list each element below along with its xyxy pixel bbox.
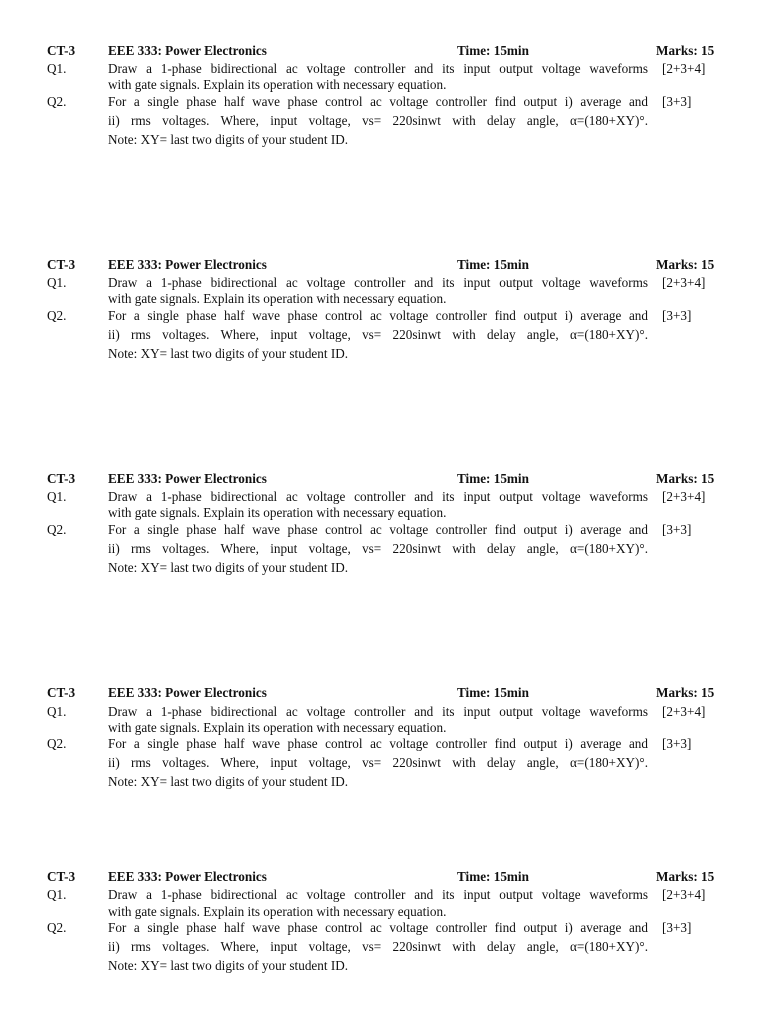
class-test-code: CT-3 [47,471,76,486]
total-marks: Marks: 15 [656,685,715,700]
class-test-code: CT-3 [47,257,76,272]
q2-label: Q2. [47,920,67,935]
q1-text-line-2: with gate signals. Explain its operation with necessary equation. [108,77,447,92]
note-text: Note: XY= last two digits of your student ID. [108,774,349,789]
question-block-3 [0,471,768,591]
total-marks: Marks: 15 [656,43,715,58]
q1-text-line-2: with gate signals. Explain its operation with necessary equation. [108,904,447,919]
q1-text-line-2: with gate signals. Explain its operation with necessary equation. [108,291,447,306]
q1-text-line-1: Draw a 1-phase bidirectional ac voltage controller and its input output voltage waveforms [108,275,648,290]
q1-text-line-1: Draw a 1-phase bidirectional ac voltage controller and its input output voltage waveforms [108,704,648,719]
q2-points: [3+3] [662,94,692,109]
note-text: Note: XY= last two digits of your student ID. [108,958,349,973]
course-title: EEE 333: Power Electronics [108,471,267,486]
q2-label: Q2. [47,308,67,323]
q1-text-line-1: Draw a 1-phase bidirectional ac voltage controller and its input output voltage waveforms [108,61,648,76]
note-text: Note: XY= last two digits of your student ID. [108,132,349,147]
q2-text-line-2: ii) rms voltages. Where, input voltage, vs= 220sinwt with delay angle, α=(180+XY)°. [108,541,648,556]
question-block-4 [0,685,768,805]
class-test-code: CT-3 [47,869,76,884]
q1-points: [2+3+4] [662,704,706,719]
course-title: EEE 333: Power Electronics [108,869,267,884]
q2-text-line-1: For a single phase half wave phase control ac voltage controller find output i) average and [108,920,648,935]
q2-points: [3+3] [662,920,692,935]
note-text: Note: XY= last two digits of your student ID. [108,560,349,575]
time-limit: Time: 15min [457,257,529,272]
time-limit: Time: 15min [457,869,529,884]
q2-text-line-2: ii) rms voltages. Where, input voltage, vs= 220sinwt with delay angle, α=(180+XY)°. [108,327,648,342]
q1-points: [2+3+4] [662,489,706,504]
q2-text-line-1: For a single phase half wave phase control ac voltage controller find output i) average and [108,522,648,537]
course-title: EEE 333: Power Electronics [108,43,267,58]
q2-points: [3+3] [662,308,692,323]
total-marks: Marks: 15 [656,257,715,272]
note-text: Note: XY= last two digits of your student ID. [108,346,349,361]
q1-label: Q1. [47,275,67,290]
time-limit: Time: 15min [457,43,529,58]
q2-points: [3+3] [662,736,692,751]
q2-text-line-2: ii) rms voltages. Where, input voltage, vs= 220sinwt with delay angle, α=(180+XY)°. [108,113,648,128]
q1-points: [2+3+4] [662,61,706,76]
question-block-5 [0,869,768,989]
q1-label: Q1. [47,489,67,504]
q1-label: Q1. [47,887,67,902]
question-block-2 [0,257,768,377]
time-limit: Time: 15min [457,471,529,486]
class-test-code: CT-3 [47,685,76,700]
course-title: EEE 333: Power Electronics [108,685,267,700]
q1-text-line-1: Draw a 1-phase bidirectional ac voltage controller and its input output voltage waveforms [108,489,648,504]
q1-points: [2+3+4] [662,887,706,902]
class-test-code: CT-3 [47,43,76,58]
q1-label: Q1. [47,61,67,76]
q2-label: Q2. [47,522,67,537]
q1-text-line-1: Draw a 1-phase bidirectional ac voltage controller and its input output voltage waveforms [108,887,648,902]
q2-text-line-1: For a single phase half wave phase control ac voltage controller find output i) average and [108,736,648,751]
q2-points: [3+3] [662,522,692,537]
q2-text-line-2: ii) rms voltages. Where, input voltage, vs= 220sinwt with delay angle, α=(180+XY)°. [108,939,648,954]
q1-text-line-2: with gate signals. Explain its operation with necessary equation. [108,720,447,735]
q1-label: Q1. [47,704,67,719]
q2-label: Q2. [47,94,67,109]
q2-text-line-1: For a single phase half wave phase control ac voltage controller find output i) average and [108,94,648,109]
q2-text-line-1: For a single phase half wave phase control ac voltage controller find output i) average and [108,308,648,323]
q1-text-line-2: with gate signals. Explain its operation with necessary equation. [108,505,447,520]
q2-text-line-2: ii) rms voltages. Where, input voltage, vs= 220sinwt with delay angle, α=(180+XY)°. [108,755,648,770]
question-block-1 [0,43,768,163]
total-marks: Marks: 15 [656,869,715,884]
time-limit: Time: 15min [457,685,529,700]
q1-points: [2+3+4] [662,275,706,290]
total-marks: Marks: 15 [656,471,715,486]
course-title: EEE 333: Power Electronics [108,257,267,272]
q2-label: Q2. [47,736,67,751]
